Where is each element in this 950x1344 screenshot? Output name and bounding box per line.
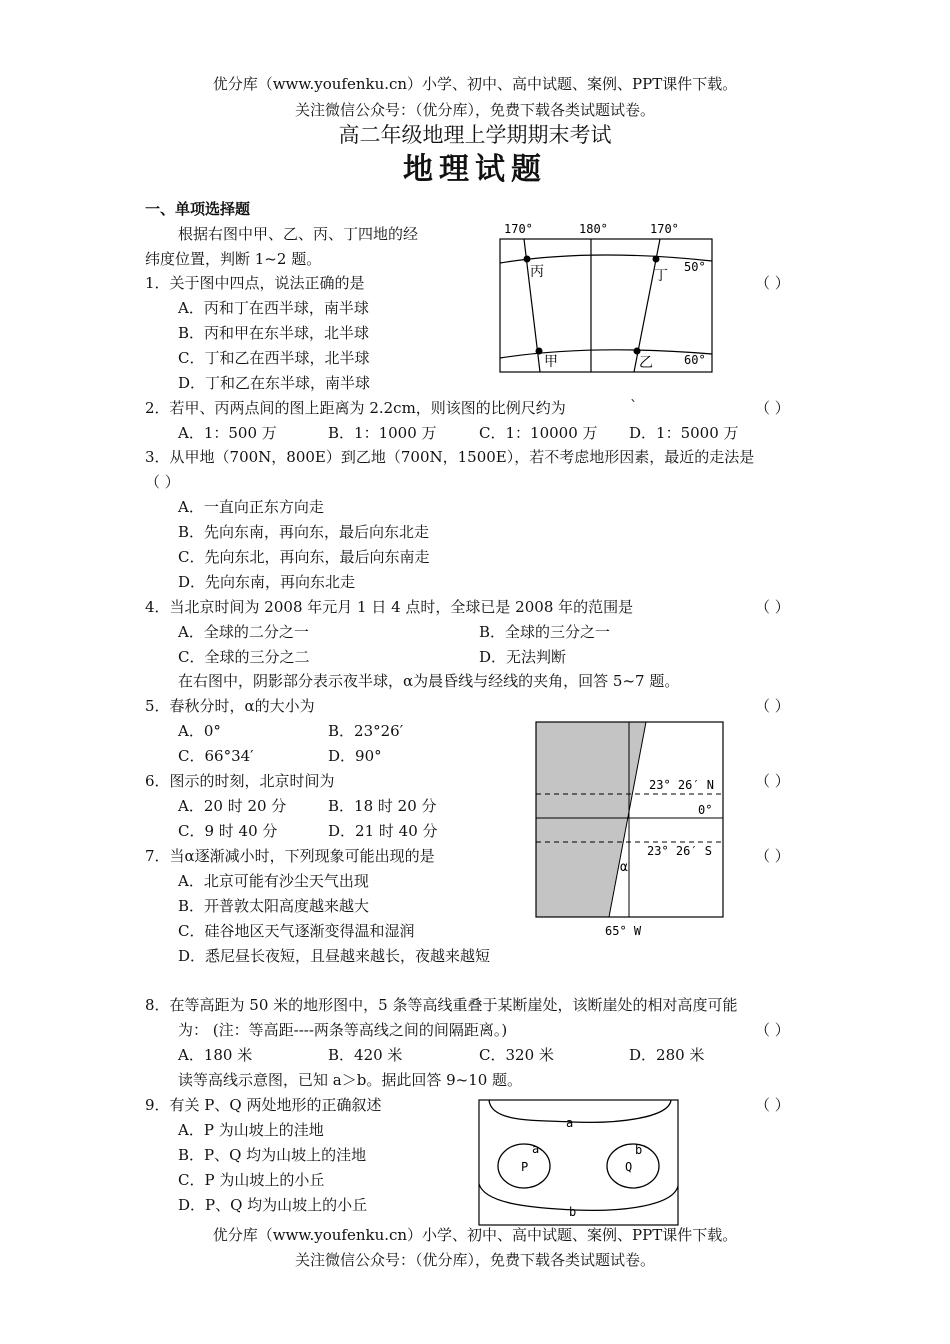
q5-stem: 5．春秋分时，α的大小为 xyxy=(145,697,315,715)
q9-option-d: D．P、Q 均为山坡上的小丘 xyxy=(178,1196,368,1214)
q6-option-c: C．9 时 40 分 xyxy=(178,822,278,840)
q4-stem: 4．当北京时间为 2008 年元月 1 日 4 点时，全球已是 2008 年的范围是 xyxy=(145,598,634,616)
lat-label-bottom: 60° xyxy=(684,353,706,367)
contour-ring-q xyxy=(607,1144,659,1188)
q7-option-d: D．悉尼昼长夜短，且昼越来越长，夜越来越短 xyxy=(178,947,491,965)
q8-stem-line-1: 8．在等高距为 50 米的地形图中，5 条等高线重叠于某断崖处，该断崖处的相对高度可能 xyxy=(145,996,738,1014)
q4-option-b: B．全球的三分之一 xyxy=(479,623,611,641)
label-bing: 丙 xyxy=(530,264,544,280)
q8-option-c: C．320 米 xyxy=(479,1046,554,1064)
intro-9-10: 读等高线示意图，已知 a＞b。据此回答 9~10 题。 xyxy=(178,1071,523,1089)
q8-stem-line-2: 为： (注：等高距----两条等高线之间的间隔距离。) xyxy=(178,1021,508,1039)
q6-stem: 6．图示的时刻，北京时间为 xyxy=(145,772,335,790)
q1-option-b: B．丙和甲在东半球，北半球 xyxy=(178,324,370,342)
q4-option-d: D．无法判断 xyxy=(479,648,567,666)
q7-option-c: C．硅谷地区天气逐渐变得温和湿润 xyxy=(178,922,415,940)
q8-answer-paren: （ ） xyxy=(755,1021,790,1039)
q2-option-a: A．1：500 万 xyxy=(178,424,277,442)
label-a-p: a xyxy=(532,1142,540,1156)
longitude-label: 65° W xyxy=(605,924,642,938)
q9-option-c: C．P 为山坡上的小丘 xyxy=(178,1171,325,1189)
q3-stem-line-1: 3．从甲地（700N，800E）到乙地（700N，1500E），若不考虑地形因素，最近的走法是 xyxy=(145,448,755,466)
q2-option-d: D．1：5000 万 xyxy=(629,424,739,442)
lon-label-right: 170° xyxy=(650,222,679,236)
q3-option-d: D．先向东南，再向东北走 xyxy=(178,573,356,591)
alpha-label: α xyxy=(620,860,628,875)
point-yi xyxy=(634,348,641,355)
latlon-grid-figure xyxy=(494,218,719,374)
point-jia xyxy=(536,348,543,355)
label-a-top: a xyxy=(566,1116,574,1130)
q1-answer-paren: （ ） xyxy=(755,274,790,292)
q4-answer-paren: （ ） xyxy=(755,598,790,616)
q5-option-c: C．66°34′ xyxy=(178,747,254,765)
q5-option-a: A．0° xyxy=(178,722,221,740)
contour-b-bottom xyxy=(479,1184,678,1210)
section-heading: 一、单项选择题 xyxy=(145,200,251,218)
q1-stem: 1．关于图中四点，说法正确的是 xyxy=(145,274,365,292)
q2-stem: 2．若甲、丙两点间的图上距离为 2.2cm，则该图的比例尺约为 xyxy=(145,399,566,417)
label-q: Q xyxy=(625,1160,633,1174)
intro-1-2-line-1: 根据右图中甲、乙、丙、丁四地的经 xyxy=(178,225,419,243)
q8-option-b: B．420 米 xyxy=(328,1046,403,1064)
q1-option-d: D．丁和乙在东半球，南半球 xyxy=(178,374,371,392)
footer-line-1: 优分库（www.youfenku.cn）小学、初中、高中试题、案例、PPT课件下载。 xyxy=(212,1226,738,1244)
terminator-figure xyxy=(535,721,735,943)
exam-title: 地理试题 xyxy=(403,152,547,187)
equator-label: 0° xyxy=(698,803,713,817)
q7-option-a: A．北京可能有沙尘天气出现 xyxy=(178,872,369,890)
contour-figure xyxy=(477,1098,682,1228)
label-yi: 乙 xyxy=(639,355,653,371)
label-b-q: b xyxy=(635,1143,643,1157)
label-b-bottom: b xyxy=(569,1205,577,1219)
q6-answer-paren: （ ） xyxy=(755,772,790,790)
q7-answer-paren: （ ） xyxy=(755,847,790,865)
q1-option-c: C．丁和乙在西半球，北半球 xyxy=(178,349,370,367)
q8-option-a: A．180 米 xyxy=(178,1046,253,1064)
q1-option-a: A．丙和丁在西半球，南半球 xyxy=(178,299,369,317)
label-p: P xyxy=(521,1160,529,1174)
tropic-s-label: 23° 26′ S xyxy=(647,844,713,858)
q2-stray-mark: ` xyxy=(630,397,638,415)
q2-option-c: C．1：10000 万 xyxy=(479,424,598,442)
q4-option-a: A．全球的二分之一 xyxy=(178,623,309,641)
q7-stem: 7．当α逐渐减小时，下列现象可能出现的是 xyxy=(145,847,435,865)
point-ding xyxy=(653,256,660,263)
header-line-2: 关注微信公众号：（优分库），免费下载各类试题试卷。 xyxy=(294,101,655,119)
q9-stem: 9．有关 P、Q 两处地形的正确叙述 xyxy=(145,1096,382,1114)
label-jia: 甲 xyxy=(544,354,558,370)
q2-option-b: B．1：1000 万 xyxy=(328,424,437,442)
parallel-60 xyxy=(500,350,712,358)
parallel-50 xyxy=(500,255,712,263)
q6-option-b: B．18 时 20 分 xyxy=(328,797,437,815)
q9-answer-paren: （ ） xyxy=(755,1096,790,1114)
q5-option-d: D．90° xyxy=(328,747,382,765)
q2-answer-paren: （ ） xyxy=(755,399,790,417)
q9-option-a: A．P 为山坡上的洼地 xyxy=(178,1121,324,1139)
footer-line-2: 关注微信公众号：（优分库），免费下载各类试题试卷。 xyxy=(294,1251,655,1269)
intro-1-2-line-2: 纬度位置，判断 1~2 题。 xyxy=(145,250,322,268)
q5-option-b: B．23°26′ xyxy=(328,722,404,740)
figure-frame xyxy=(479,1100,678,1225)
intro-5-7: 在右图中，阴影部分表示夜半球，α为晨昏线与经线的夹角，回答 5~7 题。 xyxy=(178,672,680,690)
q8-option-d: D．280 米 xyxy=(629,1046,705,1064)
contour-a-top xyxy=(489,1100,671,1122)
header-line-1: 优分库（www.youfenku.cn）小学、初中、高中试题、案例、PPT课件下载。 xyxy=(212,75,738,93)
q7-option-b: B．开普敦太阳高度越来越大 xyxy=(178,897,370,915)
label-ding: 丁 xyxy=(654,268,668,284)
point-bing xyxy=(524,256,531,263)
q3-stem-line-2: （ ） xyxy=(145,473,180,491)
q3-option-a: A．一直向正东方向走 xyxy=(178,498,324,516)
q3-option-b: B．先向东南，再向东，最后向东北走 xyxy=(178,523,430,541)
q9-option-b: B．P、Q 均为山坡上的洼地 xyxy=(178,1146,367,1164)
q6-option-a: A．20 时 20 分 xyxy=(178,797,287,815)
tropic-n-label: 23° 26′ N xyxy=(649,778,715,792)
q3-option-c: C．先向东北，再向东，最后向东南走 xyxy=(178,548,430,566)
lon-label-mid: 180° xyxy=(579,222,608,236)
exam-subtitle: 高二年级地理上学期期末考试 xyxy=(338,123,612,147)
lat-label-top: 50° xyxy=(684,260,706,274)
q5-answer-paren: （ ） xyxy=(755,697,790,715)
lon-label-left: 170° xyxy=(504,222,533,236)
q4-option-c: C．全球的三分之二 xyxy=(178,648,310,666)
q6-option-d: D．21 时 40 分 xyxy=(328,822,438,840)
